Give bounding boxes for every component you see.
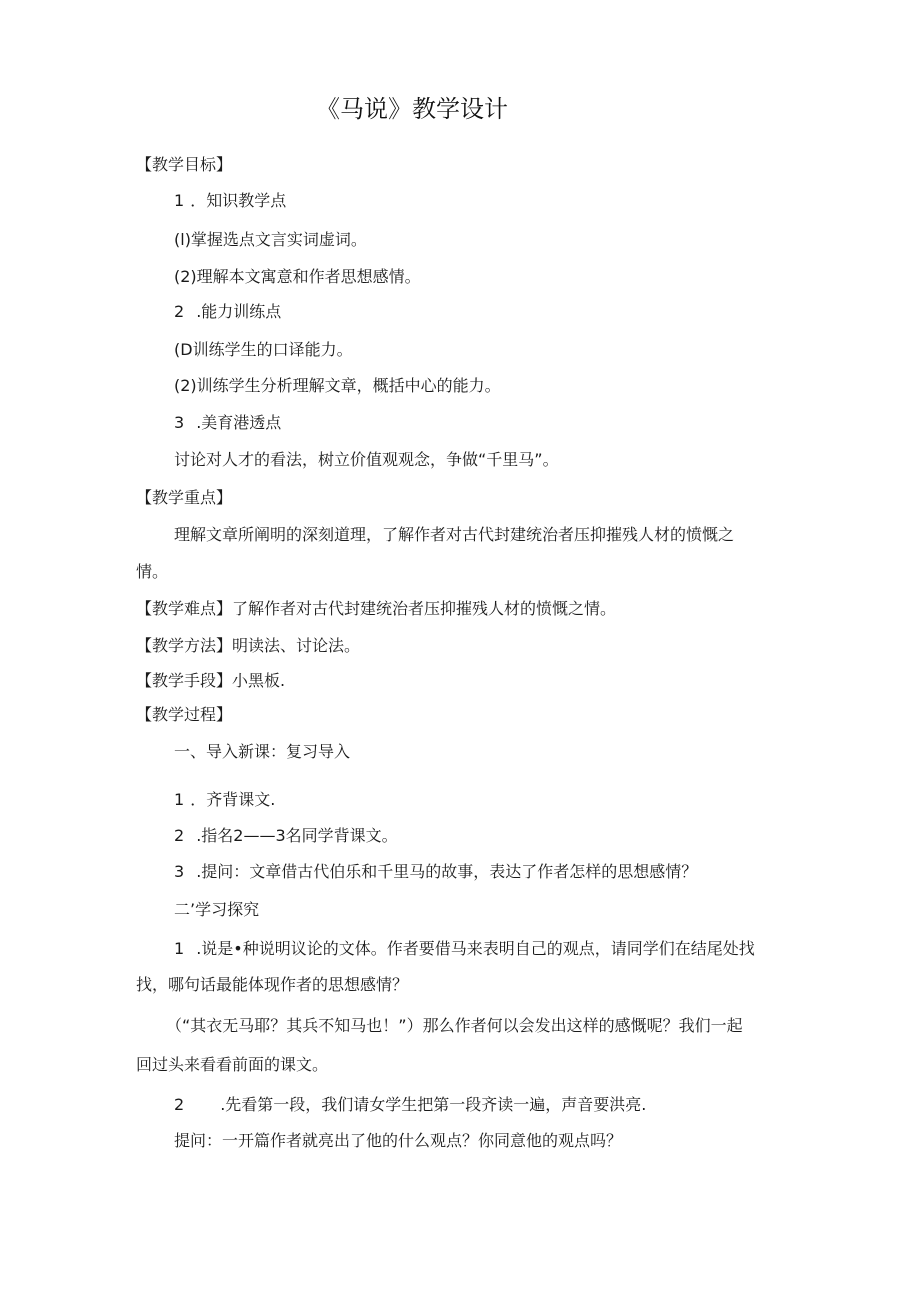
difficulty-line: 【教学难点】了解作者对古代封建统治者压抑摧残人材的愤慨之情。: [136, 599, 617, 618]
explore-step-2-number: 2: [174, 1095, 185, 1114]
quote-line-2: 回过头来看看前面的课文。: [136, 1055, 329, 1074]
intro-step-3: [174, 861, 697, 883]
intro-step-2-text: .指名2——3名同学背课文。: [196, 826, 398, 845]
ability-item-1: (D训练学生的口译能力。: [174, 340, 353, 359]
ability-item-2: (2)训练学生分析理解文章，概括中心的能力。: [174, 376, 501, 395]
explore-step-1-line-1: [174, 938, 755, 960]
explore-question: 提问：一开篇作者就亮出了他的什么观点？你同意他的观点吗？: [174, 1131, 623, 1150]
ability-point-label: .能力训练点: [196, 302, 282, 321]
ability-point-heading: [174, 301, 281, 323]
aesthetic-point-label: .美育港透点: [196, 413, 282, 432]
page-title: 《马说》教学设计: [316, 95, 508, 123]
intro-step-2: [174, 825, 398, 847]
tools-line: 【教学手段】小黑板.: [136, 671, 286, 690]
explore-heading: 二’学习探究: [174, 900, 260, 919]
key-points-heading: 【教学重点】: [136, 488, 233, 507]
knowledge-item-1: (l)掌握选点文言实词虚词。: [174, 230, 367, 249]
knowledge-point-heading: [174, 190, 286, 212]
knowledge-point-label: ．知识教学点: [190, 191, 287, 210]
intro-step-3-text: .提问：文章借古代伯乐和千里马的故事，表达了作者怎样的思想感情？: [196, 862, 698, 881]
explore-step-1-text: .说是•种说明议论的文体。作者要借马来表明自己的观点，请同学们在结尾处找: [196, 939, 755, 958]
explore-step-2: [174, 1094, 646, 1116]
intro-step-2-number: 2: [174, 826, 185, 845]
key-points-text-line-1: 理解文章所阐明的深刻道理，了解作者对古代封建统治者压抑摧残人材的愤慨之: [174, 525, 735, 544]
aesthetic-point-heading: [174, 412, 281, 434]
intro-step-1: [174, 789, 275, 811]
aesthetic-point-number: 3: [174, 413, 185, 432]
intro-heading: 一、导入新课：复习导入: [174, 742, 351, 761]
process-heading: 【教学过程】: [136, 705, 233, 724]
intro-step-3-number: 3: [174, 862, 185, 881]
key-points-text-line-2: 情。: [136, 562, 169, 581]
explore-step-2-text: .先看第一段，我们请女学生把第一段齐读一遍，声音要洪亮.: [220, 1095, 647, 1114]
explore-step-1-number: 1: [174, 939, 185, 958]
ability-point-number: 2: [174, 302, 185, 321]
knowledge-point-number: 1: [174, 191, 185, 210]
quote-line-1: （“其衣无马耶？其兵不知马也！”）那么作者何以会发出这样的感慨呢？我们一起: [166, 1016, 743, 1035]
intro-step-1-text: ．齐背课文.: [190, 790, 276, 809]
method-line: 【教学方法】明读法、讨论法。: [136, 636, 361, 655]
knowledge-item-2: (2)理解本文寓意和作者思想感情。: [174, 267, 421, 286]
aesthetic-text: 讨论对人才的看法，树立价值观观念，争做“千里马”。: [174, 450, 559, 469]
intro-step-1-number: 1: [174, 790, 185, 809]
objectives-heading: 【教学目标】: [136, 155, 233, 174]
explore-step-1-line-2: 找，哪句话最能体现作者的思想感情？: [136, 975, 409, 994]
